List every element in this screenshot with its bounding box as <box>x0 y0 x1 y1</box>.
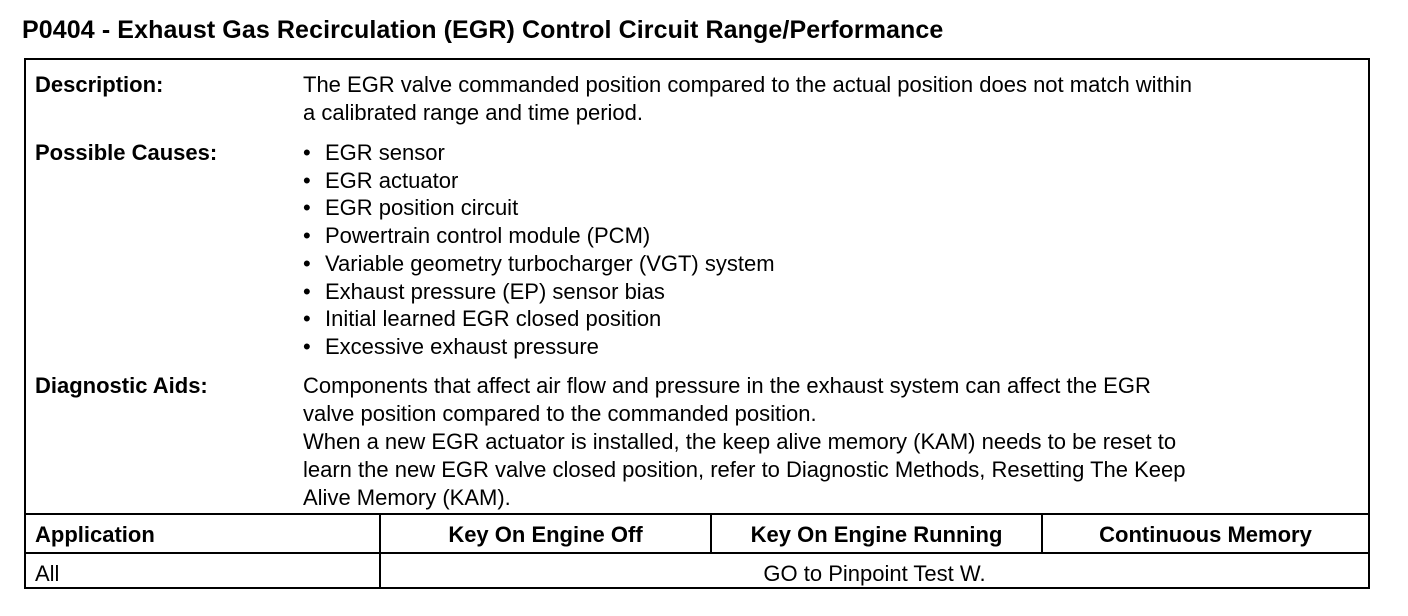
cause-item: • EGR sensor <box>303 139 1363 167</box>
header-application: Application <box>35 522 155 547</box>
description-line: The EGR valve commanded position compared to the actual position does not match within <box>303 72 1193 97</box>
cause-item: • Excessive exhaust pressure <box>303 333 1363 361</box>
cause-item: • EGR position circuit <box>303 194 1363 222</box>
diagnostic-aids-line: When a new EGR actuator is installed, the keep alive memory (KAM) needs to be reset to <box>303 429 1177 454</box>
description-text <box>303 71 1363 127</box>
description-label: Description: <box>35 72 164 97</box>
header-key-on-engine-off: Key On Engine Off <box>448 522 643 547</box>
diagnostic-aids-line: valve position compared to the commanded position. <box>303 401 817 426</box>
dtc-info-table <box>24 58 1370 589</box>
table-divider <box>26 513 1368 515</box>
cause-item: • Initial learned EGR closed position <box>303 305 1363 333</box>
page-title: P0404 - Exhaust Gas Recirculation (EGR) Control Circuit Range/Performance <box>22 16 944 44</box>
cause-item: • Variable geometry turbocharger (VGT) system <box>303 250 1363 278</box>
possible-causes-list <box>303 139 1363 361</box>
cause-item: • EGR actuator <box>303 167 1363 195</box>
diagnostic-aids-text <box>303 372 1363 512</box>
diagnostic-aids-line: Components that affect air flow and pressure in the exhaust system can affect the EGR <box>303 373 1151 398</box>
header-key-on-engine-running: Key On Engine Running <box>750 522 1003 547</box>
header-continuous-memory: Continuous Memory <box>1099 522 1312 547</box>
diagnostic-aids-line: learn the new EGR valve closed position, refer to Diagnostic Methods, Resetting The Keep <box>303 457 1186 482</box>
table-divider <box>26 552 1368 554</box>
diagnostic-aids-line: Alive Memory (KAM). <box>303 485 511 510</box>
diagnostic-aids-label: Diagnostic Aids: <box>35 373 208 398</box>
possible-causes-label: Possible Causes: <box>35 140 218 165</box>
cause-item: • Exhaust pressure (EP) sensor bias <box>303 278 1363 306</box>
cause-item: • Powertrain control module (PCM) <box>303 222 1363 250</box>
pinpoint-test-instruction: GO to Pinpoint Test W. <box>763 561 986 586</box>
description-line: a calibrated range and time period. <box>303 100 643 125</box>
application-value: All <box>35 561 60 586</box>
